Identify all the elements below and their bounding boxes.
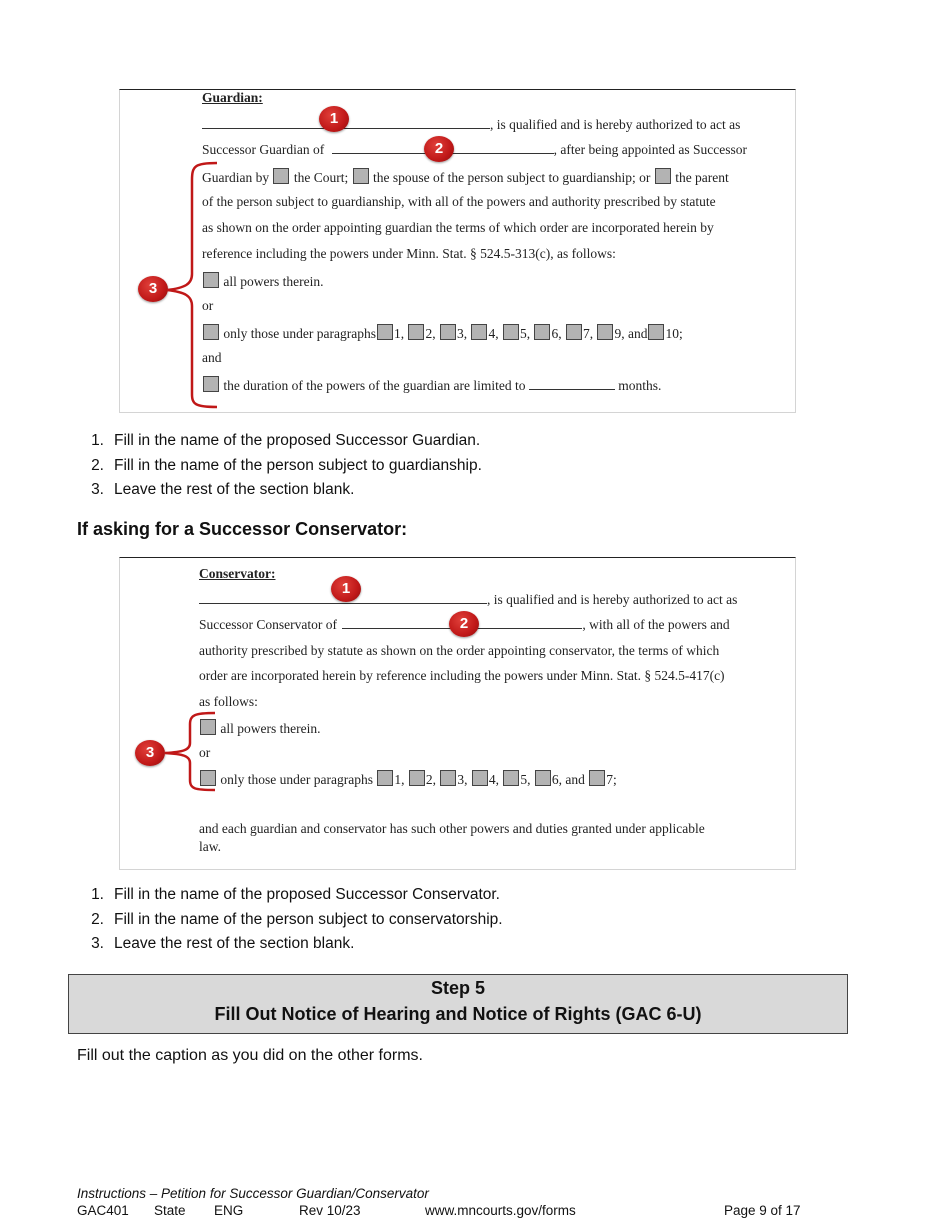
paragraph-checkbox[interactable] [408,324,424,340]
paragraph-checkbox[interactable] [471,324,487,340]
paragraph-checkbox[interactable] [589,770,605,786]
paragraph-checkbox[interactable] [535,770,551,786]
conservator-instructions [77,883,503,957]
footer-page-number: Page 9 of 17 [724,1203,801,1218]
guardian-and: and [202,350,222,365]
guardian-line-5: as shown on the order appointing guardian the terms of which order are incorporated herein by [202,220,714,235]
callout-marker-2: 2 [449,611,479,637]
step-5-box [68,974,848,1034]
list-item: 1. Fill in the name of the proposed Successor Guardian. [91,432,481,449]
guardian-line-3: Guardian by the Court; the spouse of the person subject to guardianship; or the parent [202,170,729,185]
list-item: 1. Fill in the name of the proposed Successor Conservator. [91,886,500,903]
guardian-instructions [77,429,482,503]
footer-lang: ENG [214,1203,244,1218]
callout-marker-3: 3 [138,276,168,302]
conservator-or: or [199,745,211,760]
paragraph-checkbox[interactable] [377,324,393,340]
step-subtitle: Fill Out Notice of Hearing and Notice of Rights (GAC 6-U) [214,1004,702,1024]
conservator-line-3: authority prescribed by statute as shown on the order appointing conservator, the terms of which [199,643,720,658]
conservator-closing-1: and each guardian and conservator has such other powers and duties granted under applicable [199,821,705,836]
guardian-heading: Guardian: [202,90,263,105]
guardian-duration: the duration of the powers of the guardian are limited to months. [202,376,661,394]
paragraph-checkbox[interactable] [440,770,456,786]
list-item: 2. Fill in the name of the person subject to guardianship. [91,456,482,474]
parent-checkbox[interactable] [655,168,671,184]
conservator-line-2: Successor Conservator of , with all of the powers and [199,617,730,632]
guardian-line-4: of the person subject to guardianship, with all of the powers and authority prescribed by statute [202,194,716,209]
paragraph-checkbox[interactable] [597,324,613,340]
spouse-checkbox[interactable] [353,168,369,184]
paragraph-checkbox[interactable] [472,770,488,786]
guardian-line-6: reference including the powers under Minn. Stat. § 524.5-313(c), as follows: [202,246,616,261]
paragraph-checkbox[interactable] [534,324,550,340]
paragraph-checkbox[interactable] [566,324,582,340]
conservator-bracket [163,710,223,794]
list-item: 3. Leave the rest of the section blank. [91,481,355,498]
conservator-line-5: as follows: [199,694,258,709]
callout-marker-1: 1 [319,106,349,132]
paragraph-checkbox[interactable] [503,324,519,340]
body-text: Fill out the caption as you did on the other forms. [77,1047,423,1064]
footer-title: Instructions – Petition for Successor Guardian/Conservator [77,1186,429,1201]
guardian-or: or [202,298,214,313]
footer-state: State [154,1203,186,1218]
conservator-line-4: order are incorporated herein by reference including the powers under Minn. Stat. § 524.5-417(c) [199,668,725,683]
guardian-only-those: only those under paragraphs 1, 2, 3, 4, 5, 6, 7, 9, and 10; [202,324,683,342]
paragraph-checkbox[interactable] [377,770,393,786]
guardian-line-2: Successor Guardian of , after being appointed as Successor [202,142,748,157]
conservator-section-heading: If asking for a Successor Conservator: [77,519,408,539]
paragraph-checkbox[interactable] [648,324,664,340]
list-item: 2. Fill in the name of the person subject to conservatorship. [91,910,503,928]
guardian-all-powers: all powers therein. [202,272,323,290]
paragraph-checkbox[interactable] [440,324,456,340]
footer-form-code: GAC401 [77,1203,129,1218]
guardian-bracket [165,160,225,410]
conservator-line-1: , is qualified and is hereby authorized to act as [199,592,737,608]
conservator-closing-2: law. [199,839,221,854]
conservator-all-powers: all powers therein. [199,719,320,737]
list-item: 3. Leave the rest of the section blank. [91,935,355,952]
callout-marker-3: 3 [135,740,165,766]
footer-rev: Rev 10/23 [299,1203,361,1218]
months-blank [529,379,615,390]
court-checkbox[interactable] [273,168,289,184]
guardian-line-1: , is qualified and is hereby authorized to act as [202,117,740,133]
paragraph-checkbox[interactable] [503,770,519,786]
conservator-heading: Conservator: [199,566,276,581]
step-title: Step 5 [430,978,486,998]
paragraph-checkbox[interactable] [409,770,425,786]
footer-url[interactable]: www.mncourts.gov/forms [425,1203,576,1218]
conservator-only-those: only those under paragraphs 1, 2, 3, 4, 5, 6, and 7; [199,770,617,788]
callout-marker-1: 1 [331,576,361,602]
callout-marker-2: 2 [424,136,454,162]
